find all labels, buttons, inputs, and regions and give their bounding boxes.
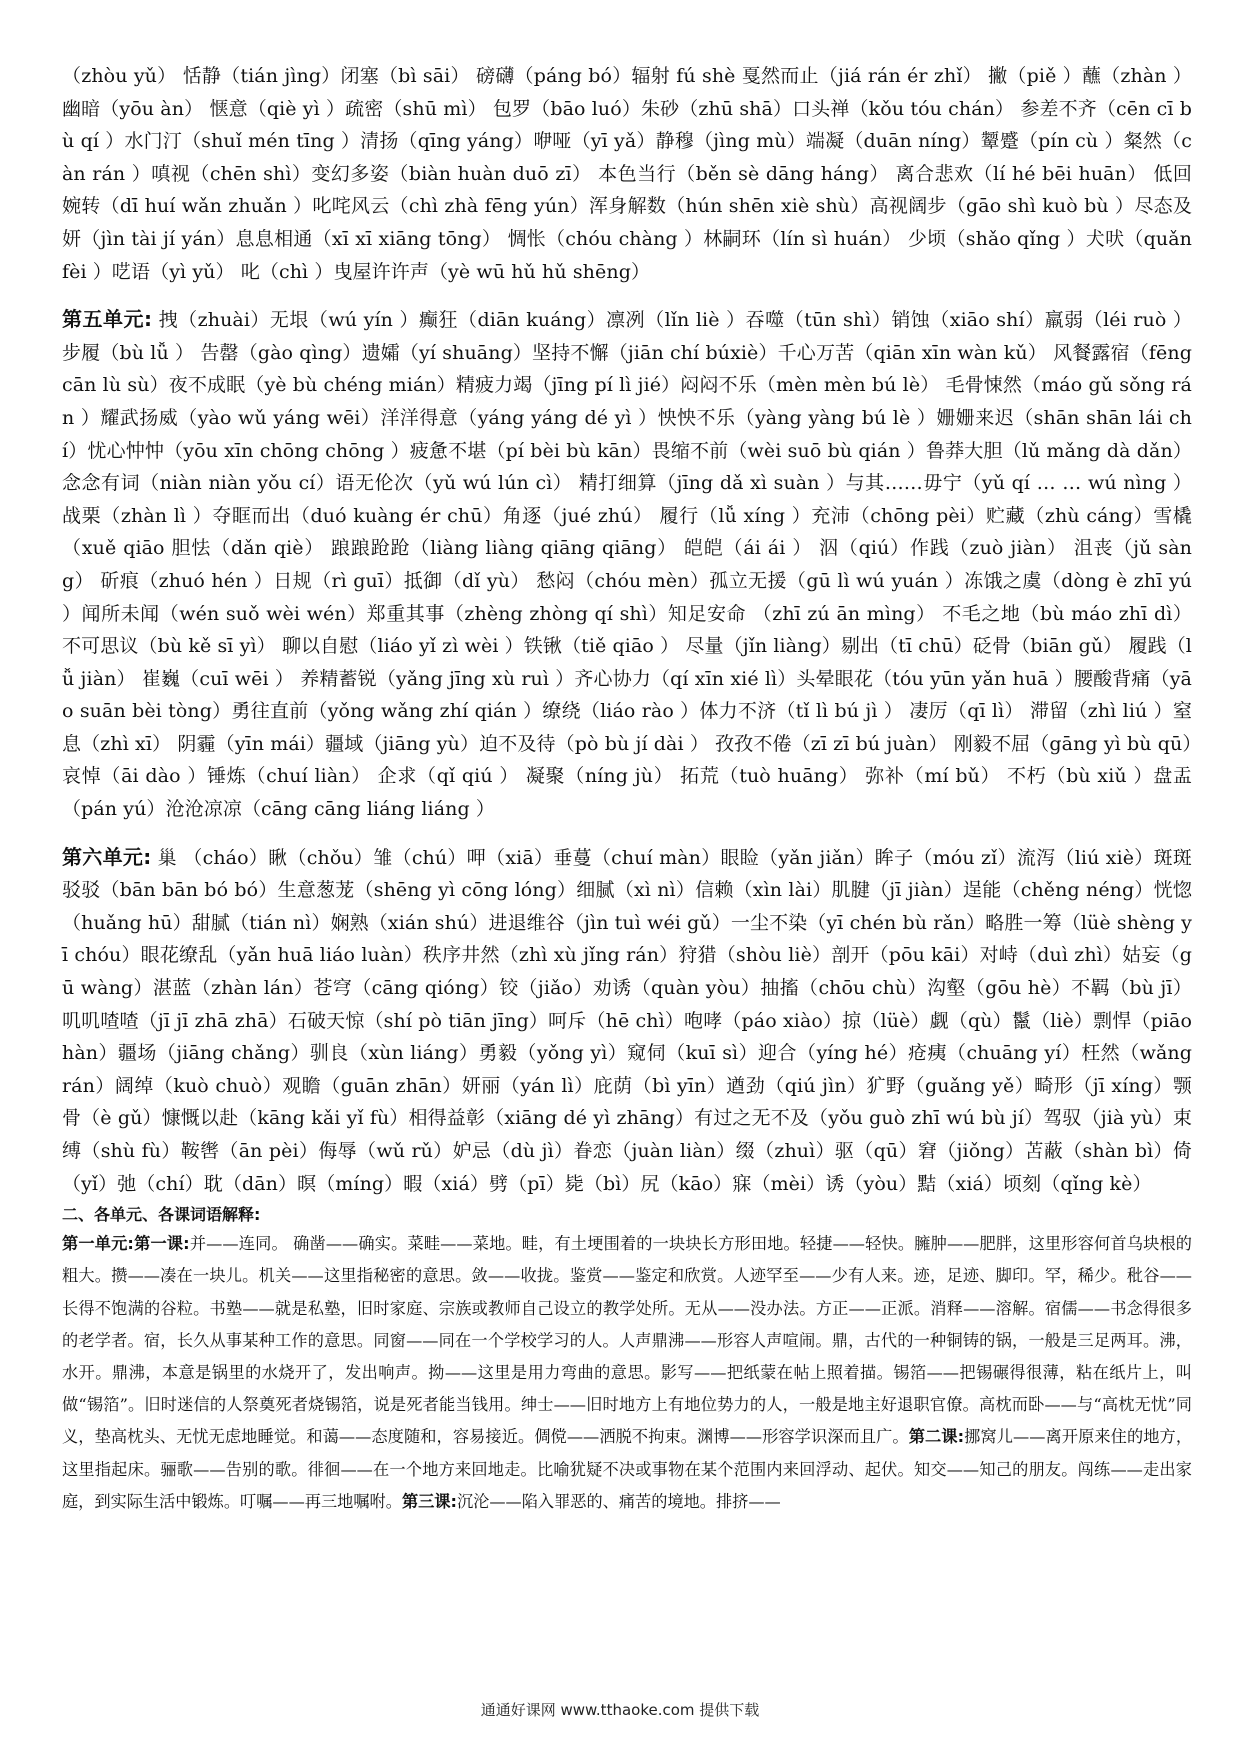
lesson3-heading: 第三课: xyxy=(401,1491,457,1511)
unit5-vocab-paragraph xyxy=(62,303,1192,826)
lesson2-text: 挪窝儿——离开原来住的地方，这里指起床。骊歌——告别的歌。徘徊——在一个地方来回地走。比喻犹疑不决或事物在某个范围内来回浮动、起伏。知交——知己的朋友。闯练——走出家庭，到实际生活中锻炼。叮嘱——再三地嘱咐。 xyxy=(62,1427,1193,1511)
lesson3-text: 沉沦——陷入罪恶的、痛苦的境地。排挤—— xyxy=(456,1491,781,1511)
unit5-heading: 第五单元: xyxy=(62,307,153,332)
unit1-heading: 第一单元: xyxy=(62,1234,134,1254)
spacer xyxy=(62,288,1192,303)
unit6-vocab-text: 巢 （cháo）瞅（chǒu）雏（chú）呷（xiā）垂蔓（chuí màn）眼睑（yǎn jiǎn）眸子（móu zǐ）流泻（liú xiè）斑斑驳驳（bān bān bó bó）生意葱茏（shēng yì cōng lóng）细腻（xì nì）信赖（xìn lài）肌腱（jī jiàn）逞能（chěng néng）恍惚（huǎng hū）甜腻（tián nì）娴熟（xián shú）进退维谷（jìn tuì wéi gǔ）一尘不染（yī chén bù rǎn）略胜一筹（lüè shèng yī chóu）眼花缭乱（yǎn huā liáo luàn）秩序井然（zhì xù jǐng rán）狩猎（shòu liè）剖开（pōu kāi）对峙（duì zhì）姑妄（gū wàng）湛蓝（zhàn lán）苍穹（cāng qióng）铰（jiǎo）劝诱（quàn yòu）抽搐（chōu chù）沟壑（gōu hè）不羁（bù jī）叽叽喳喳（jī jī zhā zhā）石破天惊（shí pò tiān jīng）呵斥（hē chì）咆哮（páo xiào）掠（lüè）觑（qù）鬣（liè）剽悍（piāo hàn）疆场（jiāng chǎng）驯良（xùn liáng）勇毅（yǒng yì）窥伺（kuī sì）迎合（yíng hé）疮痍（chuāng yí）枉然（wǎng rán）阔绰（kuò chuò）观瞻（guān zhān）妍丽（yán lì）庇荫（bì yīn）遒劲（qiú jìn）犷野（guǎng yě）畸形（jī xíng）颚骨（è gǔ）慷慨以赴（kāng kǎi yǐ fù）相得益彰（xiāng dé yì zhāng）有过之无不及（yǒu guò zhī wú bù jí）驾驭（jià yù）束缚（shù fù）鞍辔（ān pèi）侮辱（wǔ rǔ）妒忌（dù jì）眷恋（juàn liàn）缀（zhuì）驱（qū）窘（jiǒng）苫蔽（shàn bì）倚（yǐ）弛（chí）耽（dān）暝（míng）暇（xiá）劈（pī）毙（bì）尻（kāo）寐（mèi）诱（yòu）黠（xiá）顷刻（qǐng kè） xyxy=(62,846,1192,1195)
lesson1-text: 并——连同。 确凿——确实。菜畦——菜地。畦，有土埂围着的一块块长方形田地。轻捷——轻快。臃肿——肥胖，这里形容何首乌块根的粗大。攒——凑在一块儿。机关——这里指秘密的意思。敛——收拢。鉴赏——鉴定和欣赏。人迹罕至——少有人来。迹，足迹、脚印。罕，稀少。秕谷——长得不饱满的谷粒。书塾——就是私塾，旧时家庭、宗族或教师自己设立的教学处所。无从——没办法。方正——正派。消释——溶解。宿儒——书念得很多的老学者。宿，长久从事某种工作的意思。同窗——同在一个学校学习的人。人声鼎沸——形容人声喧闹。鼎，古代的一种铜铸的锅，一般是三足两耳。沸，水开。鼎沸，本意是锅里的水烧开了，发出响声。拗——这里是用力弯曲的意思。影写——把纸蒙在帖上照着描。锡箔——把锡碾得很薄，粘在纸片上，叫做“锡箔”。旧时迷信的人祭奠死者烧锡箔，说是死者能当钱用。绅士——旧时地方上有地位势力的人，一般是地主好退职官僚。高枕而卧——与“高枕无忧”同义，垫高枕头、无忧无虑地睡觉。和蔼——态度随和，容易接近。倜傥——洒脱不拘束。渊博——形容学识深而且广。 xyxy=(62,1234,1192,1447)
unit6-vocab-paragraph xyxy=(62,841,1192,1201)
spacer xyxy=(62,826,1192,841)
unit4-vocab-paragraph: （zhòu yǔ） 恬静（tián jìng）闭塞（bì sāi） 磅礴（páng bó）辐射 fú shè 戛然而止（jiá rán ér zhǐ） 撇（piě ）蘸（zhàn ）幽暗（yōu àn） 惬意（qiè yì ）疏密（shū mì） 包罗（bāo luó）朱砂（zhū shā）口头禅（kǒu tóu chán） 参差不齐（cēn cī bù qí ）水门汀（shuǐ mén tīng ）清扬（qīng yáng）咿哑（yī yǎ）静穆（jìng mù）端凝（duān níng）颦蹙（pín cù ）粲然（càn rán ）嗔视（chēn shì）变幻多姿（biàn huàn duō zī） 本色当行（běn sè dāng háng） 离合悲欢（lí hé bēi huān） 低回婉转（dī huí wǎn zhuǎn ）叱咤风云（chì zhà fēng yún）浑身解数（hún shēn xiè shù）高视阔步（gāo shì kuò bù ）尽态及妍（jìn tài jí yán）息息相通（xī xī xiāng tōng） 惆怅（chóu chàng ）林嗣环（lín sì huán） 少顷（shǎo qǐng ）犬吠（quǎn fèi ）呓语（yì yǔ） 叱（chì ）曳屋许许声（yè wū hǔ hǔ shēng） xyxy=(62,65,1192,283)
page-footer: 通通好课网 www.tthaoke.com 提供下载 xyxy=(480,1701,760,1719)
unit6-heading: 第六单元: xyxy=(62,844,152,869)
lesson1-heading: 第一课: xyxy=(133,1234,190,1254)
unit1-explanations-paragraph xyxy=(62,1228,1192,1518)
lesson2-heading: 第二课: xyxy=(908,1427,965,1447)
section2-heading: 二、各单元、各课词语解释: xyxy=(62,1205,261,1225)
document-page xyxy=(62,60,1192,1518)
unit5-vocab-text: 拽（zhuài）无垠（wú yín ）癫狂（diān kuáng）凛冽（lǐn liè ）吞噬（tūn shì）销蚀（xiāo shí）羸弱（léi ruò ）步履（bù lǚ ） 告罄（gào qìng）遗孀（yí shuāng）坚持不懈（jiān chí búxiè）千心万苦（qiān xīn wàn kǔ） 风餐露宿（fēng cān lù sù）夜不成眠（yè bù chéng mián）精疲力竭（jīng pí lì jié）闷闷不乐（mèn mèn bú lè） 毛骨悚然（máo gǔ sǒng rán ）耀武扬威（yào wǔ yáng wēi）洋洋得意（yáng yáng dé yì ）怏怏不乐（yàng yàng bú lè ）姗姗来迟（shān shān lái chí）忧心忡忡（yōu xīn chōng chōng ）疲惫不堪（pí bèi bù kān）畏缩不前（wèi suō bù qián ）鲁莽大胆（lǔ mǎng dà dǎn）念念有词（niàn niàn yǒu cí）语无伦次（yǔ wú lún cì） 精打细算（jīng dǎ xì suàn ）与其……毋宁（yǔ qí … … wú nìng ）战栗（zhàn lì ）夺眶而出（duó kuàng ér chū）角逐（jué zhú） 履行（lǚ xíng ）充沛（chōng pèi）贮藏（zhù cáng）雪橇（xuě qiāo 胆怯（dǎn qiè） 踉踉跄跄（liàng liàng qiāng qiāng） 皑皑（ái ái ） 泅（qiú）作践（zuò jiàn） 沮丧（jǔ sàng） 斫痕（zhuó hén ）日规（rì guī）抵御（dǐ yù） 愁闷（chóu mèn）孤立无援（gū lì wú yuán ）冻饿之虞（dòng è zhī yú ）闻所未闻（wén suǒ wèi wén）郑重其事（zhèng zhòng qí shì）知足安命 （zhī zú ān mìng） 不毛之地（bù máo zhī dì） 不可思议（bù kě sī yì） 聊以自慰（liáo yǐ zì wèi ）铁锹（tiě qiāo ） 尽量（jǐn liàng）剔出（tī chū）砭骨（biān gǔ） 履践（lǚ jiàn） 崔巍（cuī wēi ） 养精蓄锐（yǎng jīng xù ruì ）齐心协力（qí xīn xié lì）头晕眼花（tóu yūn yǎn huā ）腰酸背痛（yāo suān bèi tòng）勇往直前（yǒng wǎng zhí qián ）缭绕（liáo rào ）体力不济（tǐ lì bú jì ） 凄厉（qī lì） 滞留（zhì liú ）窒息（zhì xī） 阴霾（yīn mái）疆域（jiāng yù）迫不及待（pò bù jí dài ） 孜孜不倦（zī zī bú juàn） 刚毅不屈（gāng yì bù qū）哀悼（āi dào ）锤炼（chuí liàn） 企求（qǐ qiú ） 凝聚（níng jù） 拓荒（tuò huāng） 弥补（mí bǔ） 不朽（bù xiǔ ）盘盂（pán yú）沧沧凉凉（cāng cāng liáng liáng ） xyxy=(62,309,1192,821)
